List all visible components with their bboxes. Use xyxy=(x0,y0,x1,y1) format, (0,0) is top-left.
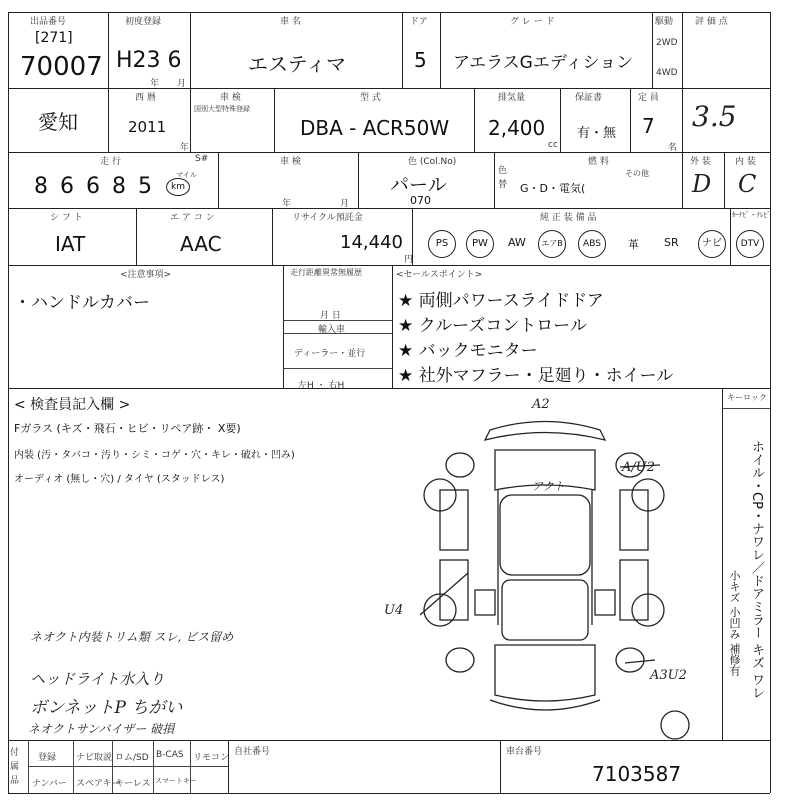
doors-label: ドア xyxy=(410,17,428,27)
inspector-title: < 検査員記入欄 > xyxy=(14,397,131,413)
history-month-day: 月 日 xyxy=(320,311,341,321)
inspection-date-month: 月 xyxy=(340,199,350,209)
interior-label: 内 装 xyxy=(735,157,756,167)
year-suffix: 年 xyxy=(150,79,160,89)
fuel-label: 燃 料 xyxy=(588,157,609,167)
notes-value: ・ハンドルカバー xyxy=(14,293,150,313)
mark-a2: A2 xyxy=(532,397,550,412)
chassis-number: 7103587 xyxy=(592,762,682,786)
location: 愛知 xyxy=(38,110,78,134)
score-value: 3.5 xyxy=(692,100,737,133)
hand-note-3: ボンネットP ちがい xyxy=(30,698,183,718)
mileage-label: 走 行 xyxy=(100,157,121,167)
key-lock-label: キーロック xyxy=(727,393,767,402)
aircon-label: エ ア コ ン xyxy=(170,213,215,223)
acc-number: ナンバー xyxy=(32,779,67,789)
import-options: ディーラー・並行 xyxy=(294,349,366,359)
equip-airbag: エアB xyxy=(538,230,566,258)
acc-smartkey: スマートキー xyxy=(155,777,197,785)
drive-label: 駆動 xyxy=(655,17,674,27)
displacement-label: 排気量 xyxy=(498,93,526,103)
equip-navi: ナビ xyxy=(698,230,726,258)
color-label: 色 (Col.No) xyxy=(408,157,457,167)
inspector-line-audio: オーディオ (無し・穴) / タイヤ (スタッドレス) xyxy=(14,474,225,485)
acc-certificate: 登録 xyxy=(38,753,57,763)
model-value: DBA - ACR50W xyxy=(300,116,450,140)
mark-u4: U4 xyxy=(384,603,404,618)
mileage-unit-km: km xyxy=(166,178,190,196)
equip-aw: AW xyxy=(508,236,526,249)
color-value: パール xyxy=(390,174,447,196)
acc-rom: ロム/SD xyxy=(115,753,149,763)
sales-point-4: ★ 社外マフラー・足廻り・ホイール xyxy=(398,366,674,386)
grade-label: グ レ ー ド xyxy=(510,17,555,27)
equip-dtv: DTV xyxy=(736,230,764,258)
ac-flag-label: 保証書 xyxy=(575,93,603,103)
inspector-line-glass: Fガラス (キズ・飛石・ヒビ・リペア跡・ X要) xyxy=(14,422,241,435)
first-reg-label: 初度登録 xyxy=(125,17,162,27)
mark-a3u2: A3U2 xyxy=(650,668,687,683)
color-code: 070 xyxy=(410,194,431,207)
s-mark-label: S# xyxy=(195,154,209,164)
sales-point-3: ★ バックモニター xyxy=(398,341,538,361)
acc-bcas: B-CAS xyxy=(156,750,184,760)
fuel-other: その他 xyxy=(625,169,649,178)
import-label: 輸入車 xyxy=(318,325,346,335)
notes-label: <注意事項> xyxy=(120,270,172,280)
month-suffix: 月 xyxy=(177,79,187,89)
inspection-label: 車 検 xyxy=(220,93,241,103)
lot-code: [271] xyxy=(35,30,73,46)
displacement-value: 2,400 xyxy=(488,116,546,140)
equip-sr: SR xyxy=(664,236,679,249)
hand-note-4: ネオクトサンバイザー 破損 xyxy=(28,722,175,736)
mark-ring: アクト xyxy=(532,480,565,493)
cc-unit: cc xyxy=(548,140,558,150)
shift-value: IAT xyxy=(55,232,86,256)
recycle-label: リサイクル預託金 xyxy=(292,213,363,223)
hand-note-1: ネオクト内装トリム類 スレ, ビス留め xyxy=(30,630,234,644)
ac-flag-value: 有・無 xyxy=(577,126,617,141)
mileage-unit-alt: マイル xyxy=(176,171,197,179)
dir-no-label: 自社番号 xyxy=(234,747,271,757)
model-label: 型 式 xyxy=(360,93,381,103)
side-note-1: ホイル・CP・ナワレ／ドアミラー キズ ワレ xyxy=(749,440,764,700)
doors-value: 5 xyxy=(414,48,427,72)
score-label: 評 価 点 xyxy=(695,17,728,27)
lot-number-label: 出品番号 xyxy=(30,17,67,27)
equip-abs: ABS xyxy=(578,230,606,258)
drive-2wd: 2WD xyxy=(656,38,678,48)
grade-value: アエラスGエディション xyxy=(453,53,634,73)
car-name-label: 車 名 xyxy=(280,17,301,27)
shift-label: シ フ ト xyxy=(50,213,83,223)
capacity-value: 7 xyxy=(642,114,655,138)
hand-note-2: ヘッドライト水入り xyxy=(30,670,165,688)
chassis-label: 車台番号 xyxy=(506,747,543,757)
equip-ps: PS xyxy=(428,230,456,258)
western-year: 2011 xyxy=(128,118,167,136)
aircon-value: AAC xyxy=(180,232,222,256)
sales-point-1: ★ 両側パワースライドドア xyxy=(398,291,604,311)
mileage-value: 86685 xyxy=(34,174,164,199)
sales-label: <セールスポイント> xyxy=(396,270,483,280)
inspection-note: 国別大型特殊登録 xyxy=(194,105,250,113)
fuel-value: G・D・電気( xyxy=(520,182,586,195)
acc-keyless: キーレス xyxy=(115,779,151,789)
recycle-value: 14,440 xyxy=(340,232,403,253)
equipment-label: 純 正 装 備 品 xyxy=(540,213,597,223)
equip-leather: 革 xyxy=(628,238,639,251)
capacity-label: 定 員 xyxy=(638,93,659,103)
inspection-date-label: 車 検 xyxy=(280,157,301,167)
history-label: 走行距離異常無履歴 xyxy=(290,268,362,277)
mark-a1u2: A/U2 xyxy=(622,460,655,475)
inspector-line-interior: 内装 (汚・タバコ・汚り・シミ・コゲ・穴・キレ・破れ・凹み) xyxy=(14,450,295,461)
color-change-label: 色替 xyxy=(498,166,508,190)
accessories-label: 付属品 xyxy=(10,748,20,786)
exterior-value: D xyxy=(692,170,712,198)
western-label: 西 暦 xyxy=(135,93,156,103)
handle-options: 左H ・ 右H xyxy=(298,381,345,391)
car-name: エスティマ xyxy=(248,52,346,76)
exterior-label: 外 装 xyxy=(690,157,711,167)
acc-remocon: リモコン xyxy=(193,753,230,763)
lot-number: 70007 xyxy=(20,52,103,82)
capacity-unit: 名 xyxy=(668,143,678,153)
car-damage-diagram xyxy=(380,395,710,740)
recycle-unit: 円 xyxy=(404,255,414,265)
interior-value: C xyxy=(738,170,757,198)
option-label: ｶｰﾅﾋﾞ・ﾃﾚﾋﾞ xyxy=(732,211,771,219)
western-year-suffix: 年 xyxy=(180,143,190,153)
drive-4wd: 4WD xyxy=(656,68,678,78)
side-note-2: 小キズ 小凹み 補修有 xyxy=(728,570,741,676)
first-reg-value: H23 6 xyxy=(116,48,182,73)
inspection-date-year: 年 xyxy=(282,199,292,209)
acc-spare: スペアキー xyxy=(76,779,121,789)
acc-navi-manual: ナビ取説 xyxy=(76,753,113,763)
equip-pw: PW xyxy=(466,230,494,258)
sales-point-2: ★ クルーズコントロール xyxy=(398,316,587,336)
